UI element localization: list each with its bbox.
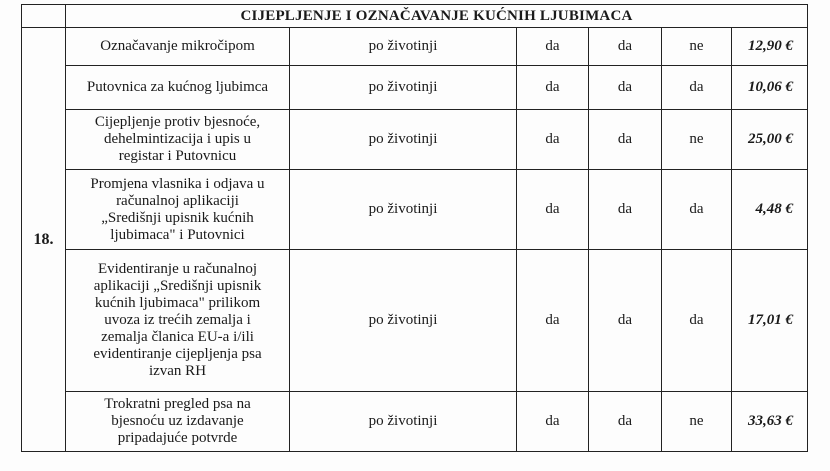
- row-col-b: da: [589, 28, 662, 66]
- row-description: [66, 170, 290, 250]
- description-line: zemalja članica EU-a i/ili: [101, 329, 254, 345]
- row-unit: po životinji: [290, 170, 517, 250]
- description-line: kućnih ljubimaca" prilikom: [94, 295, 261, 311]
- table-row: [22, 250, 808, 392]
- row-col-b: da: [589, 392, 662, 452]
- description-line: Označavanje mikročipom: [100, 38, 255, 54]
- row-price: 10,06 €: [732, 66, 808, 110]
- row-description: [66, 110, 290, 170]
- table-row: [22, 170, 808, 250]
- row-unit: po životinji: [290, 28, 517, 66]
- row-description: [66, 250, 290, 392]
- description-line: Evidentiranje u računalnoj: [97, 261, 258, 277]
- row-col-c: ne: [662, 28, 732, 66]
- description-line: evidentiranje cijepljenja psa: [93, 346, 262, 362]
- description-line: izvan RH: [148, 363, 207, 379]
- description-line: registar i Putovnicu: [118, 148, 237, 164]
- row-col-b: da: [589, 66, 662, 110]
- row-col-c: da: [662, 66, 732, 110]
- section-title: CIJEPLJENJE I OZNAČAVANJE KUĆNIH LJUBIMACA: [66, 5, 808, 28]
- header-blank-cell: [22, 5, 66, 28]
- row-description: [66, 66, 290, 110]
- description-line: računalnoj aplikaciji: [116, 192, 239, 209]
- row-col-c: da: [662, 170, 732, 250]
- item-number: 18.: [22, 28, 66, 452]
- price-table: [21, 4, 808, 452]
- row-col-a: da: [517, 110, 589, 170]
- description-line: „Središnji upisnik kućnih: [101, 209, 254, 226]
- description-line: uvoza iz trećih zemalja i: [104, 312, 251, 328]
- row-col-a: da: [517, 66, 589, 110]
- row-description: [66, 28, 290, 66]
- description-line: Promjena vlasnika i odjava u: [90, 175, 265, 192]
- row-col-c: ne: [662, 110, 732, 170]
- row-col-c: da: [662, 250, 732, 392]
- row-col-a: da: [517, 170, 589, 250]
- row-unit: po životinji: [290, 66, 517, 110]
- table-row: [22, 392, 808, 452]
- section-header-row: [22, 5, 808, 28]
- row-unit: po životinji: [290, 392, 517, 452]
- description-line: Trokratni pregled psa na: [104, 396, 251, 412]
- description-line: aplikaciji „Središnji upisnik: [93, 278, 262, 294]
- table-row: [22, 110, 808, 170]
- description-line: Cijepljenje protiv bjesnoće,: [94, 114, 261, 130]
- row-price: 4,48 €: [732, 170, 808, 250]
- row-unit: po životinji: [290, 250, 517, 392]
- row-col-a: da: [517, 28, 589, 66]
- description-line: dehelmintizacija i upis u: [103, 131, 252, 147]
- row-col-a: da: [517, 392, 589, 452]
- row-price: 33,63 €: [732, 392, 808, 452]
- row-price: 12,90 €: [732, 28, 808, 66]
- row-unit: po životinji: [290, 110, 517, 170]
- row-col-b: da: [589, 250, 662, 392]
- description-line: bjesnoću uz izdavanje: [111, 413, 244, 429]
- table-row: [22, 28, 808, 66]
- description-line: ljubimaca" i Putovnici: [110, 226, 245, 243]
- description-line: pripadajuće potvrde: [117, 430, 238, 446]
- table-row: [22, 66, 808, 110]
- row-col-a: da: [517, 250, 589, 392]
- row-price: 17,01 €: [732, 250, 808, 392]
- row-col-c: ne: [662, 392, 732, 452]
- description-line: Putovnica za kućnog ljubimca: [86, 79, 269, 95]
- row-col-b: da: [589, 170, 662, 250]
- row-col-b: da: [589, 110, 662, 170]
- row-price: 25,00 €: [732, 110, 808, 170]
- row-description: [66, 392, 290, 452]
